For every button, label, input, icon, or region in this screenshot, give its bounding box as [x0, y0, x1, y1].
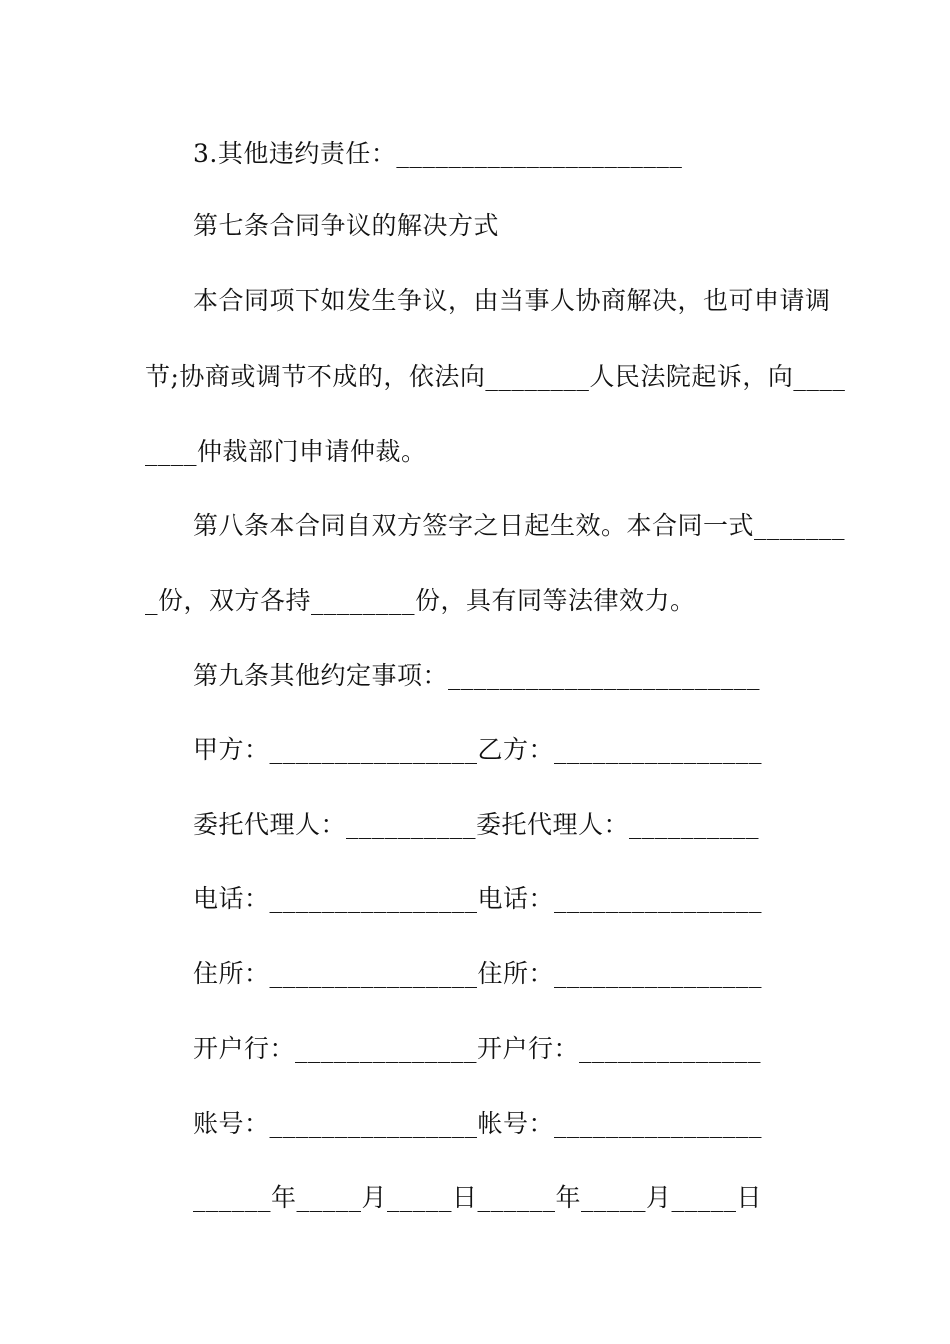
agents-row: 委托代理人：__________委托代理人：__________: [193, 810, 760, 839]
clause-7-heading: 第七条合同争议的解决方式: [193, 211, 500, 240]
address-row: 住所：________________住所：________________: [193, 959, 763, 988]
clause-7-text-line-2: 节;协商或调节不成的，依法向________人民法院起诉，向____: [145, 362, 846, 391]
clause-9-text: 第九条其他约定事项：________________________: [193, 661, 761, 690]
account-row: 账号：________________帐号：________________: [193, 1109, 763, 1138]
clause-8-text-line-2: _份，双方各持________份，具有同等法律效力。: [145, 586, 696, 615]
phone-row: 电话：________________电话：________________: [193, 884, 763, 913]
date-row: ______年_____月_____日______年_____月_____日: [193, 1183, 763, 1212]
clause-7-text-line-3: ____仲裁部门申请仲裁。: [145, 437, 427, 466]
clause-6-item-3: 3.其他违约责任：______________________: [193, 139, 683, 168]
clause-8-text-line-1: 第八条本合同自双方签字之日起生效。本合同一式_______: [193, 511, 846, 540]
party-names-row: 甲方：________________乙方：________________: [193, 735, 763, 764]
bank-row: 开户行：______________开户行：______________: [193, 1034, 762, 1063]
clause-7-text-line-1: 本合同项下如发生争议，由当事人协商解决，也可申请调: [193, 286, 831, 315]
